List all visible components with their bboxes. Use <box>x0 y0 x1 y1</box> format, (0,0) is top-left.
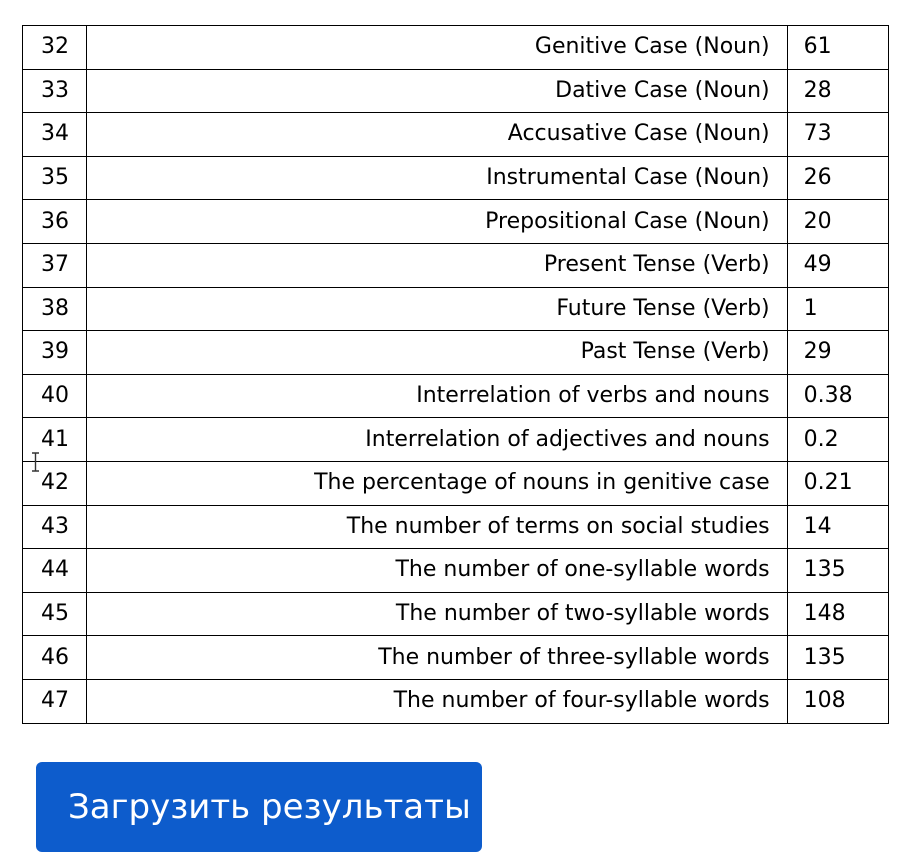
row-value: 0.38 <box>787 374 888 418</box>
row-number: 37 <box>23 243 87 287</box>
row-label: Interrelation of adjectives and nouns <box>87 418 787 462</box>
row-label: Present Tense (Verb) <box>87 243 787 287</box>
table-row <box>23 418 889 462</box>
row-value: 148 <box>787 592 888 636</box>
row-number: 39 <box>23 331 87 375</box>
table-row <box>23 592 889 636</box>
row-value: 20 <box>787 200 888 244</box>
row-label: Future Tense (Verb) <box>87 287 787 331</box>
row-value: 108 <box>787 679 888 723</box>
row-number: 40 <box>23 374 87 418</box>
row-label: Interrelation of verbs and nouns <box>87 374 787 418</box>
table-row <box>23 461 889 505</box>
row-value: 61 <box>787 26 888 70</box>
table-row <box>23 549 889 593</box>
row-label: The number of four-syllable words <box>87 679 787 723</box>
row-label: Instrumental Case (Noun) <box>87 156 787 200</box>
row-value: 29 <box>787 331 888 375</box>
row-value: 26 <box>787 156 888 200</box>
row-value: 28 <box>787 69 888 113</box>
row-value: 49 <box>787 243 888 287</box>
row-number: 33 <box>23 69 87 113</box>
row-number: 32 <box>23 26 87 70</box>
text-cursor-icon <box>31 452 40 472</box>
row-number: 34 <box>23 113 87 157</box>
row-value: 135 <box>787 549 888 593</box>
row-number: 45 <box>23 592 87 636</box>
results-table <box>22 25 889 724</box>
row-number: 36 <box>23 200 87 244</box>
row-label: Past Tense (Verb) <box>87 331 787 375</box>
row-label: The percentage of nouns in genitive case <box>87 461 787 505</box>
table-row <box>23 69 889 113</box>
row-value: 135 <box>787 636 888 680</box>
row-number: 44 <box>23 549 87 593</box>
row-number: 47 <box>23 679 87 723</box>
row-number: 43 <box>23 505 87 549</box>
row-label: The number of one-syllable words <box>87 549 787 593</box>
row-label: The number of terms on social studies <box>87 505 787 549</box>
row-number: 35 <box>23 156 87 200</box>
table-row <box>23 331 889 375</box>
table-row <box>23 287 889 331</box>
row-label: The number of three-syllable words <box>87 636 787 680</box>
row-label: The number of two-syllable words <box>87 592 787 636</box>
row-value: 73 <box>787 113 888 157</box>
table-row <box>23 374 889 418</box>
row-label: Genitive Case (Noun) <box>87 26 787 70</box>
row-value: 0.21 <box>787 461 888 505</box>
table-row <box>23 26 889 70</box>
table-row <box>23 636 889 680</box>
row-label: Accusative Case (Noun) <box>87 113 787 157</box>
row-value: 14 <box>787 505 888 549</box>
table-row <box>23 200 889 244</box>
row-number: 46 <box>23 636 87 680</box>
row-label: Prepositional Case (Noun) <box>87 200 787 244</box>
row-label: Dative Case (Noun) <box>87 69 787 113</box>
row-number: 41 <box>23 418 87 462</box>
upload-results-button[interactable]: Загрузить результаты <box>36 762 482 852</box>
row-value: 1 <box>787 287 888 331</box>
table-row <box>23 505 889 549</box>
row-value: 0.2 <box>787 418 888 462</box>
row-number: 42 <box>23 461 87 505</box>
table-row <box>23 113 889 157</box>
table-row <box>23 243 889 287</box>
table-row <box>23 679 889 723</box>
row-number: 38 <box>23 287 87 331</box>
table-row <box>23 156 889 200</box>
